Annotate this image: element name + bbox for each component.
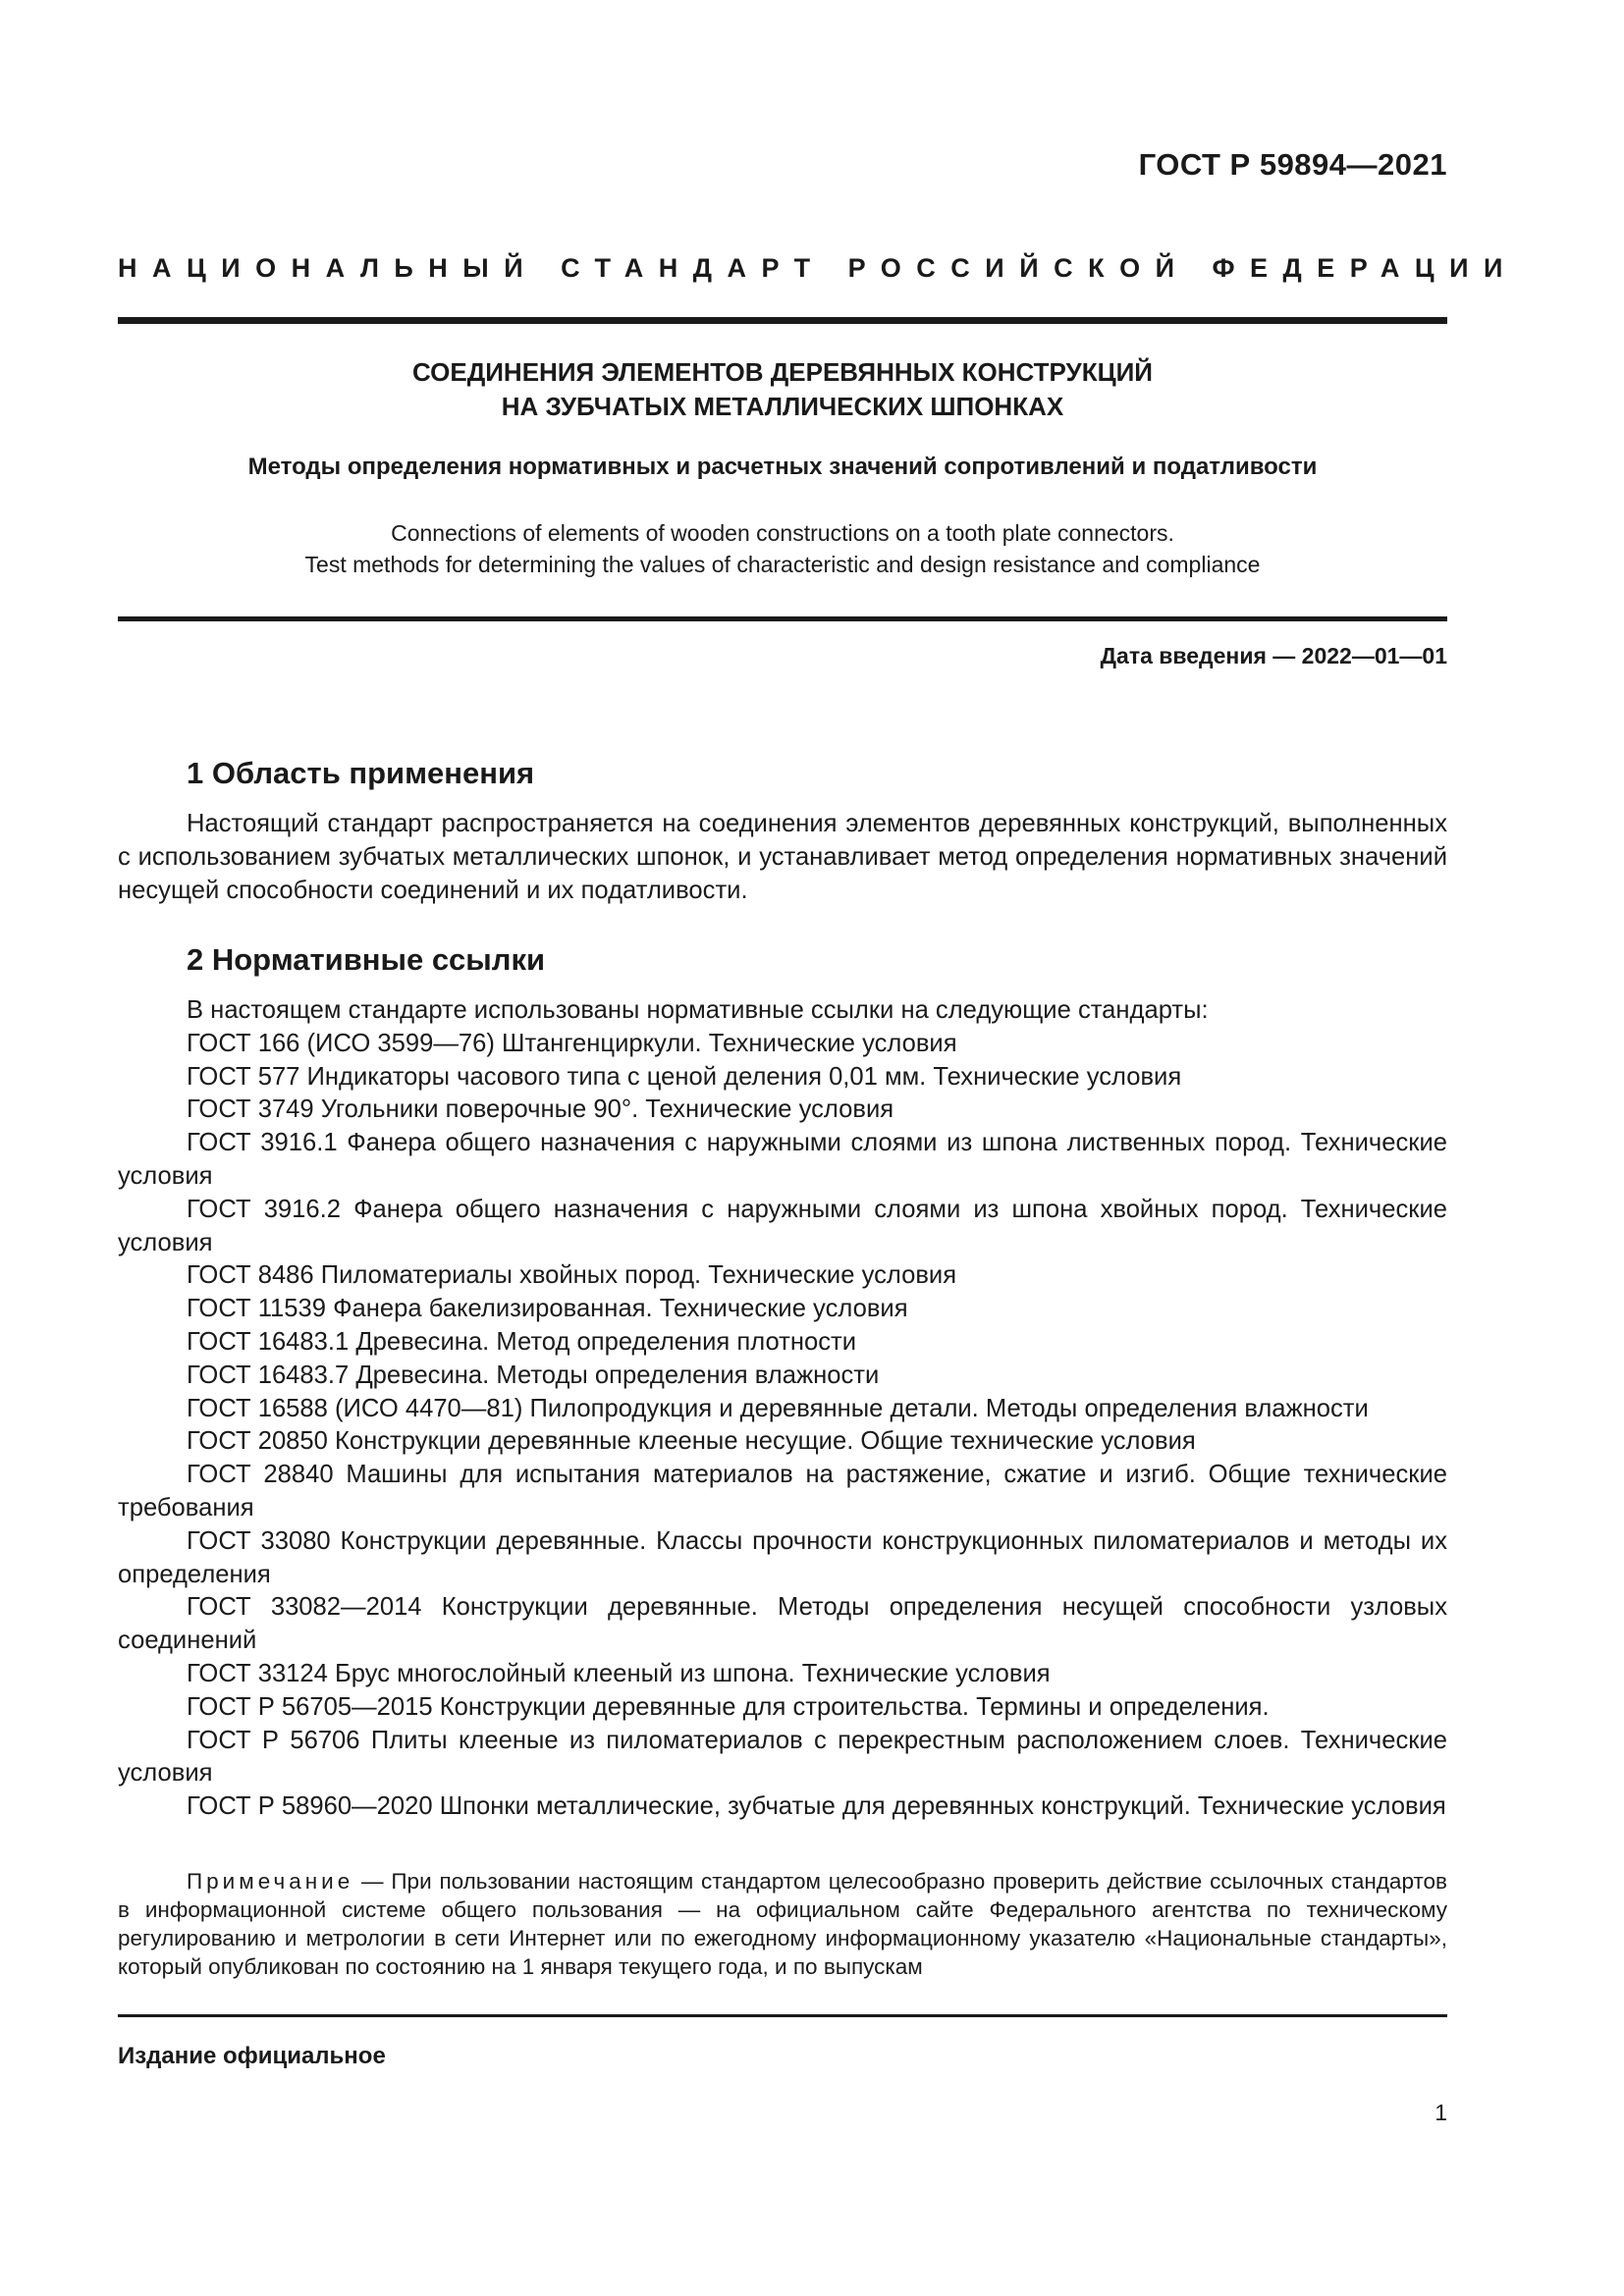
footer-divider bbox=[118, 2014, 1447, 2017]
page-number: 1 bbox=[1435, 2100, 1447, 2125]
section-1-paragraph: Настоящий стандарт распространяется на соединения элементов деревянных конструкций, выполненных с использованием зубчатых металлических шпонок, и устанавливает метод определения нормативных значений несущей способности соединений и их податливости. bbox=[118, 810, 1447, 904]
reference-item: ГОСТ 16483.7 Древесина. Методы определения влажности bbox=[187, 1361, 880, 1389]
reference-item: ГОСТ 20850 Конструкции деревянные клееные несущие. Общие технические условия bbox=[187, 1427, 1196, 1456]
reference-item: ГОСТ 3916.2 Фанера общего назначения с наружными слоями из шпона хвойных пород. Технические условия bbox=[118, 1195, 1447, 1256]
reference-item: ГОСТ 28840 Машины для испытания материалов на растяжение, сжатие и изгиб. Общие технические требования bbox=[118, 1461, 1447, 1522]
reference-item: ГОСТ 3749 Угольники поверочные 90°. Технические условия bbox=[187, 1095, 894, 1124]
reference-item: ГОСТ Р 56705—2015 Конструкции деревянные для строительства. Термины и определения. bbox=[187, 1692, 1270, 1721]
top-divider bbox=[118, 317, 1447, 324]
note-text: — При пользовании настоящим стандартом целесообразно проверить действие ссылочных стандартов в информационной системе общего пользования — на официальном сайте Федерального агентства по техническому регулированию и метрологии в сети Интернет или по ежегодному информационному указателю «Национальные стандарты», который опубликован по состоянию на 1 января текущего года, и по выпускам bbox=[118, 1869, 1447, 1979]
reference-item: ГОСТ 3916.1 Фанера общего назначения с наружными слоями из шпона лиственных пород. Технические условия bbox=[118, 1129, 1447, 1190]
reference-item: ГОСТ 577 Индикаторы часового типа с ценой деления 0,01 мм. Технические условия bbox=[187, 1062, 1182, 1091]
english-title bbox=[118, 517, 1447, 580]
section-1-heading: 1 Область применения bbox=[187, 756, 535, 790]
introduction-date: Дата введения — 2022—01—01 bbox=[1100, 643, 1447, 668]
section-2-heading: 2 Нормативные ссылки bbox=[187, 942, 546, 977]
reference-item: ГОСТ 33124 Брус многослойный клееный из шпона. Технические условия bbox=[187, 1659, 1051, 1687]
note-block bbox=[118, 1867, 1447, 1981]
reference-item: ГОСТ Р 56706 Плиты клееные из пиломатериалов с перекрестным расположением слоев. Технические условия bbox=[118, 1726, 1447, 1788]
reference-item: ГОСТ 33080 Конструкции деревянные. Классы прочности конструкционных пиломатериалов и методы их определения bbox=[118, 1526, 1447, 1588]
title-divider bbox=[118, 616, 1447, 621]
reference-item: ГОСТ 11539 Фанера бакелизированная. Технические условия bbox=[187, 1295, 908, 1323]
note-paragraph bbox=[118, 1867, 1447, 1981]
normative-references-list bbox=[118, 994, 1447, 1824]
section-1-body bbox=[118, 808, 1447, 907]
references-intro: В настоящем стандарте использованы нормативные ссылки на следующие стандарты: bbox=[187, 996, 1209, 1024]
note-label: Примечание bbox=[187, 1869, 354, 1894]
reference-item: ГОСТ Р 58960—2020 Шпонки металлические, зубчатые для деревянных конструкций. Технические условия bbox=[187, 1792, 1446, 1821]
reference-item: ГОСТ 166 (ИСО 3599—76) Штангенциркули. Технические условия bbox=[187, 1029, 957, 1057]
english-title-line-2: Test methods for determining the values of characteristic and design resistance and compliance bbox=[304, 552, 1261, 577]
reference-item: ГОСТ 16483.1 Древесина. Метод определения плотности bbox=[187, 1327, 857, 1356]
english-title-line-1: Connections of elements of wooden constructions on a tooth plate connectors. bbox=[391, 520, 1174, 546]
title-line-1: СОЕДИНЕНИЯ ЭЛЕМЕНТОВ ДЕРЕВЯННЫХ КОНСТРУКЦИЙ bbox=[412, 357, 1153, 387]
document-number: ГОСТ Р 59894—2021 bbox=[1138, 147, 1447, 182]
document-subtitle: Методы определения нормативных и расчетных значений сопротивлений и податливости bbox=[247, 454, 1318, 480]
reference-item: ГОСТ 33082—2014 Конструкции деревянные. Методы определения несущей способности узловых соединений bbox=[118, 1593, 1447, 1655]
document-title bbox=[118, 355, 1447, 424]
official-edition-label: Издание официальное bbox=[118, 2043, 386, 2069]
reference-item: ГОСТ 16588 (ИСО 4470—81) Пилопродукция и деревянные детали. Методы определения влажности bbox=[187, 1394, 1369, 1422]
national-standard-banner: НАЦИОНАЛЬНЫЙ СТАНДАРТ РОССИЙСКОЙ ФЕДЕРАЦИИ bbox=[118, 253, 1518, 283]
reference-item: ГОСТ 8486 Пиломатериалы хвойных пород. Технические условия bbox=[187, 1261, 957, 1290]
title-line-2: НА ЗУБЧАТЫХ МЕТАЛЛИЧЕСКИХ ШПОНКАХ bbox=[501, 392, 1064, 421]
